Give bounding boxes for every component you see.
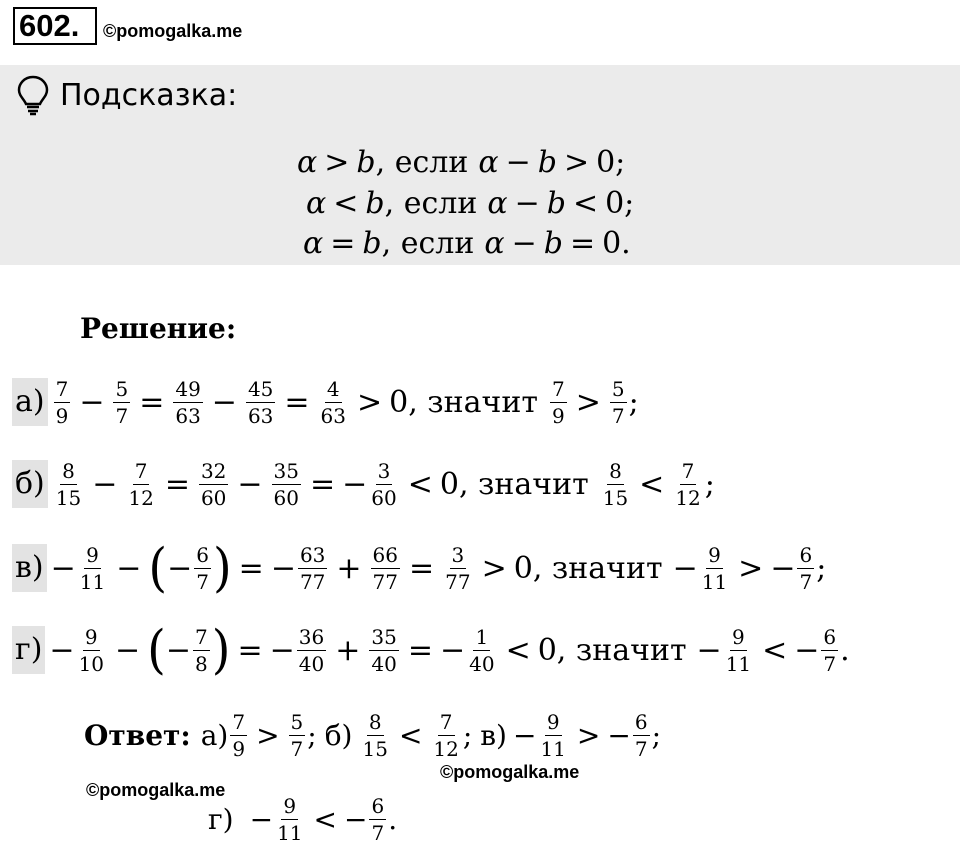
- problem-number: 602.: [13, 7, 97, 45]
- rule-compare: >: [563, 144, 590, 180]
- fraction: $\frac{5}{7}$: [115, 376, 129, 428]
- fraction: $\frac{9}{11}$: [79, 542, 106, 594]
- watermark-top: ©pomogalka.me: [103, 21, 243, 41]
- fraction: $\frac{9}{11}$: [277, 793, 303, 845]
- fraction: $\frac{7}{12}$: [675, 458, 701, 510]
- fraction: $\frac{6}{7}$: [371, 793, 385, 845]
- solution-line-v: в) − $\frac{9}{11}$ − ( − $\frac{6}{7}$ ) = − $\frac{63}{77}$ + $\frac{66}{77}$ = $\frac{3}{77}$ > 0, значит − $\frac{9}{11}$ > − $\frac{6}{7}$ ;: [12, 538, 826, 598]
- rule-var-a: α: [478, 144, 499, 180]
- rule-word: если: [394, 144, 469, 180]
- solution-line-b: б) $\frac{8}{15}$ − $\frac{7}{12}$ = $\frac{32}{60}$ − $\frac{35}{60}$ = − $\frac{3}{60}$ < 0, значит $\frac{8}{15}$ < $\frac{7}{12}$ ;: [12, 454, 715, 514]
- watermark-center: ©pomogalka.me: [440, 762, 580, 782]
- fraction: $\frac{9}{11}$: [701, 542, 728, 594]
- answer-line-2: г) − $\frac{9}{11}$ < − $\frac{6}{7}$ .: [208, 793, 398, 845]
- answer-label: б): [324, 718, 353, 752]
- rule-var-a: α: [306, 185, 327, 221]
- conclusion-word: значит: [427, 384, 538, 420]
- solution-heading: Решение:: [80, 312, 237, 345]
- rule-word: если: [400, 225, 475, 261]
- rule-compare: <: [572, 185, 599, 221]
- rule-zero: 0: [605, 185, 625, 221]
- fraction: $\frac{4}{63}$: [320, 376, 346, 428]
- rule-compare: =: [569, 225, 596, 261]
- fraction: $\frac{3}{60}$: [371, 458, 397, 510]
- hint-rule-1: α > b , если α − b > 0 ;: [297, 144, 626, 180]
- answer-label: в): [480, 718, 507, 752]
- rule-zero: 0: [596, 144, 616, 180]
- item-label: б): [12, 460, 48, 508]
- answer-title: Ответ:: [84, 718, 191, 752]
- conclusion-word: значит: [551, 550, 663, 586]
- fraction: $\frac{7}{8}$: [195, 624, 208, 676]
- fraction: $\frac{7}{9}$: [232, 709, 246, 761]
- rule-var-b: b: [362, 225, 382, 261]
- fraction: $\frac{6}{7}$: [196, 542, 209, 594]
- fraction: $\frac{9}{11}$: [540, 709, 566, 761]
- fraction: $\frac{35}{40}$: [371, 624, 397, 676]
- hint-title: Подсказка:: [60, 78, 238, 113]
- lightbulb-icon: [15, 74, 51, 116]
- rule-var-a: α: [487, 185, 508, 221]
- rule-end: .: [621, 225, 631, 261]
- fraction: $\frac{8}{15}$: [55, 458, 82, 510]
- fraction: $\frac{49}{63}$: [175, 376, 201, 428]
- rule-var-b: b: [356, 144, 376, 180]
- fraction: $\frac{1}{40}$: [469, 624, 495, 676]
- fraction: $\frac{7}{9}$: [551, 376, 565, 428]
- rule-var-b: b: [537, 144, 557, 180]
- fraction: $\frac{6}{7}$: [799, 542, 813, 594]
- rule-word: если: [403, 185, 478, 221]
- fraction: $\frac{7}{9}$: [55, 376, 69, 428]
- hint-rule-2: α < b , если α − b < 0 ;: [306, 185, 635, 221]
- fraction: $\frac{9}{10}$: [78, 624, 105, 676]
- fraction: $\frac{66}{77}$: [372, 542, 398, 594]
- answer-label: а): [200, 718, 229, 752]
- rule-var-a: α: [484, 225, 505, 261]
- rule-var-a: α: [303, 225, 324, 261]
- fraction: $\frac{8}{15}$: [602, 458, 629, 510]
- fraction: $\frac{36}{40}$: [298, 624, 325, 676]
- rule-var-b: b: [543, 225, 563, 261]
- fraction: $\frac{5}{7}$: [611, 376, 625, 428]
- fraction: $\frac{9}{11}$: [725, 624, 752, 676]
- fraction: $\frac{3}{77}$: [445, 542, 471, 594]
- fraction: $\frac{6}{7}$: [634, 709, 648, 761]
- fraction: $\frac{6}{7}$: [823, 624, 837, 676]
- rule-end: ;: [615, 144, 626, 180]
- rule-zero: 0: [602, 225, 622, 261]
- fraction: $\frac{7}{12}$: [433, 709, 459, 761]
- fraction: $\frac{32}{60}$: [200, 458, 227, 510]
- rule-relation: =: [330, 225, 356, 261]
- fraction: $\frac{35}{60}$: [273, 458, 299, 510]
- fraction: $\frac{45}{63}$: [247, 376, 274, 428]
- item-label: в): [12, 544, 47, 592]
- fraction: $\frac{5}{7}$: [290, 709, 304, 761]
- answer-label: г): [208, 802, 234, 836]
- conclusion-word: значит: [478, 466, 589, 502]
- item-label: а): [12, 378, 48, 426]
- rule-relation: <: [333, 185, 359, 221]
- fraction: $\frac{63}{77}$: [299, 542, 326, 594]
- hint-rule-3: α = b , если α − b = 0 .: [303, 225, 631, 261]
- fraction: $\frac{8}{15}$: [362, 709, 388, 761]
- watermark-left: ©pomogalka.me: [86, 780, 226, 800]
- rule-relation: >: [324, 144, 350, 180]
- rule-end: ;: [624, 185, 635, 221]
- solution-line-g: г) − $\frac{9}{10}$ − ( − $\frac{7}{8}$ ) = − $\frac{36}{40}$ + $\frac{35}{40}$ = − $\frac{1}{40}$ < 0, значит − $\frac{9}{11}$ < − $\frac{6}{7}$ .: [12, 620, 850, 680]
- fraction: $\frac{7}{12}$: [128, 458, 154, 510]
- conclusion-word: значит: [575, 632, 687, 668]
- rule-var-b: b: [365, 185, 385, 221]
- solution-line-a: а) $\frac{7}{9}$ − $\frac{5}{7}$ = $\frac{49}{63}$ − $\frac{45}{63}$ = $\frac{4}{63}$ > 0, значит $\frac{7}{9}$ > $\frac{5}{7}$ ;: [12, 372, 639, 432]
- rule-var-a: α: [297, 144, 318, 180]
- item-label: г): [12, 626, 45, 674]
- rule-var-b: b: [546, 185, 566, 221]
- answer-line-1: Ответ: а) $\frac{7}{9}$ > $\frac{5}{7}$ ; б) $\frac{8}{15}$ < $\frac{7}{12}$ ; в) − $\frac{9}{11}$ > − $\frac{6}{7}$ ;: [84, 709, 662, 761]
